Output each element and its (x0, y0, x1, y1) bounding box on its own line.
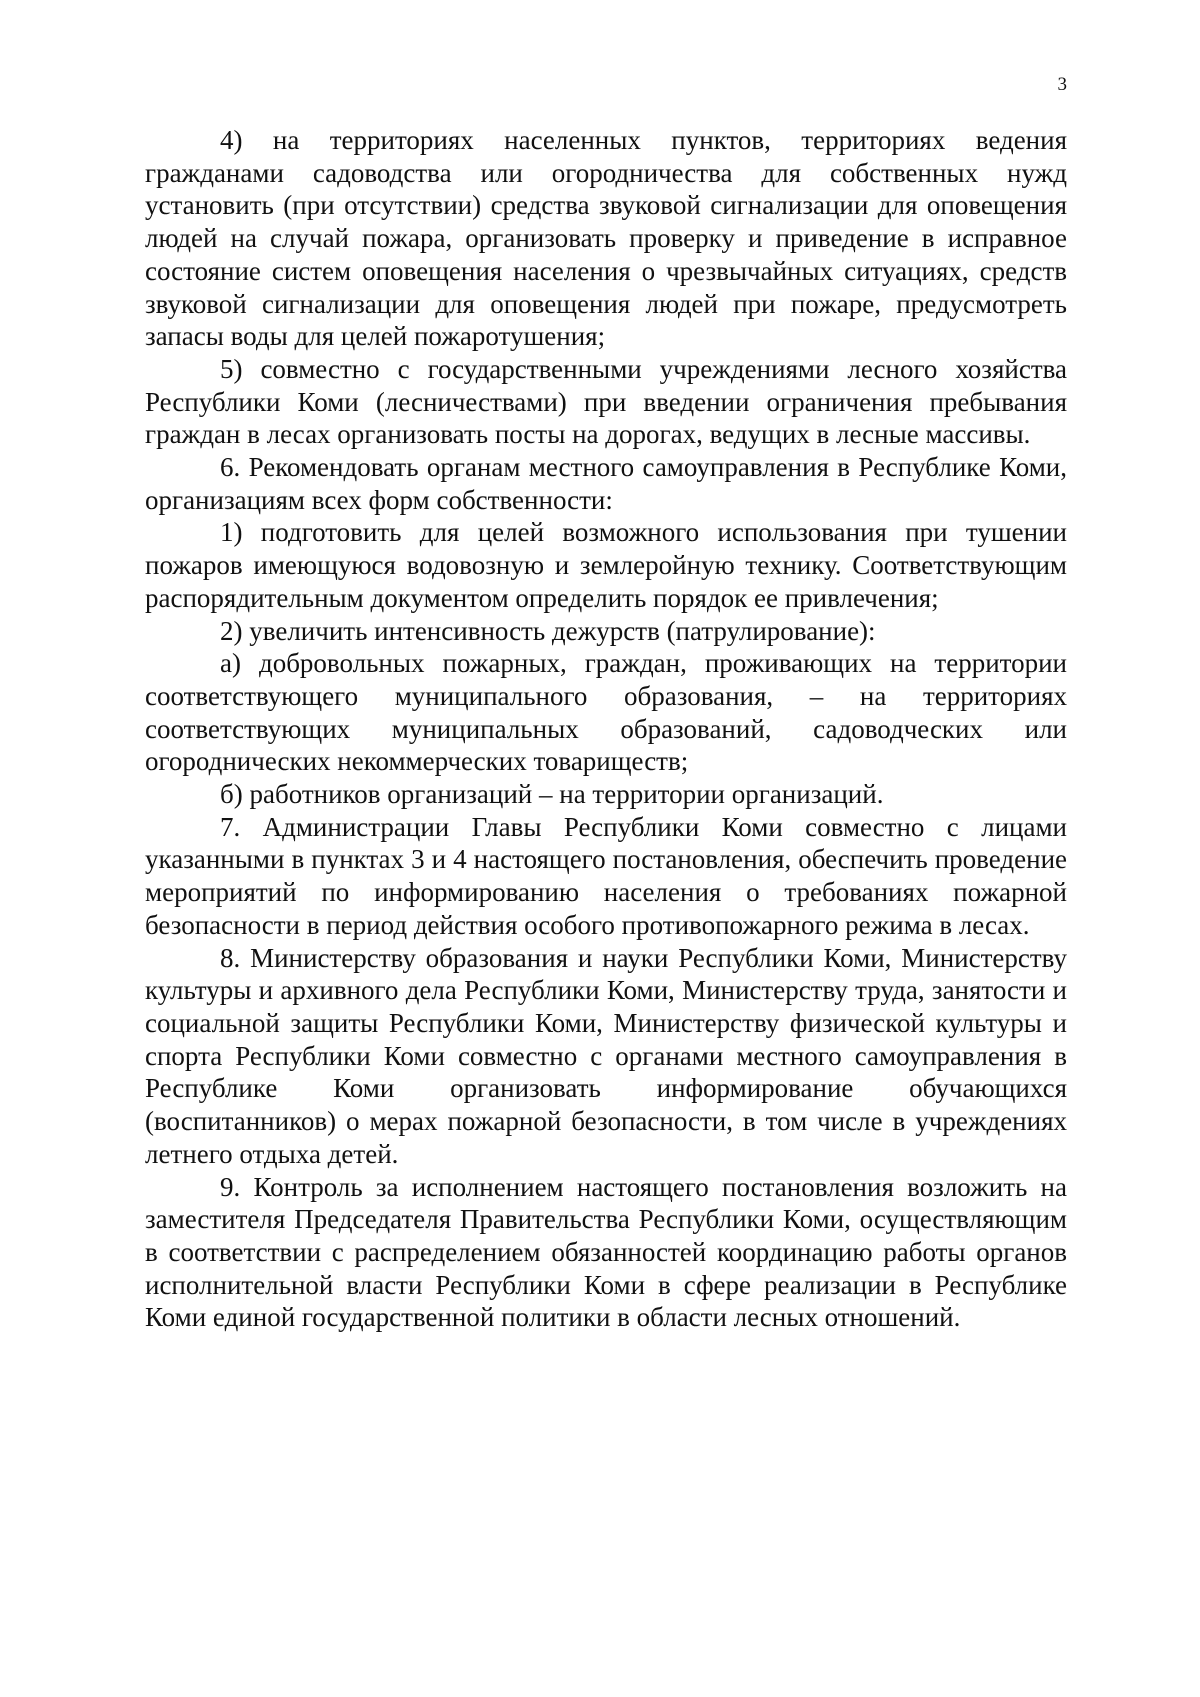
paragraph-point-6-recommendation: 6. Рекомендовать органам местного самоуправления в Республике Коми, организациям всех форм собственности: (145, 452, 1067, 515)
paragraph-subitem-1-equipment: 1) подготовить для целей возможного использования при тушении пожаров имеющуюся водовозную и землеройную технику. Соответствующим распорядительным документом определить порядок ее привлечения; (145, 517, 1067, 613)
paragraph-point-9-control: 9. Контроль за исполнением настоящего постановления возложить на заместителя Председателя Правительства Республики Коми, осуществляющим в соответствии с распределением обязанностей координацию работы органов исполнительной власти Республики Коми в сфере реализации в Республике Коми единой государственной политики в области лесных отношений. (145, 1171, 1067, 1333)
paragraph-subitem-b-employees: б) работников организаций – на территории организаций. (220, 779, 884, 810)
paragraph-point-8-ministries: 8. Министерству образования и науки Республики Коми, Министерству культуры и архивного дела Республики Коми, Министерству труда, занятости и социальной защиты Республики Коми, Министерству физической культуры и спорта Республики Коми совместно с органами местного самоуправления в Республике Коми организовать информирование обучающихся (воспитанников) о мерах пожарной безопасности, в том числе в учреждениях летнего отдыха детей. (145, 942, 1067, 1169)
paragraph-subitem-a-volunteers: а) добровольных пожарных, граждан, проживающих на территории соответствующего муниципального образования, – на территориях соответствующих муниципальных образований, садоводческих или огороднических некоммерческих товариществ; (145, 648, 1067, 777)
paragraph-point-7-administration: 7. Администрации Главы Республики Коми совместно с лицами указанными в пунктах 3 и 4 настоящего постановления, обеспечить проведение мероприятий по информированию населения о требованиях пожарной безопасности в период действия особого противопожарного режима в лесах. (145, 811, 1067, 940)
document-body (145, 124, 1067, 1334)
paragraph-item-5-forest-posts: 5) совместно с государственными учреждениями лесного хозяйства Республики Коми (лесничествами) при введении ограничения пребывания граждан в лесах организовать посты на дорогах, ведущих в лесные массивы. (145, 353, 1067, 450)
paragraph-subitem-2-patrols: 2) увеличить интенсивность дежурств (патрулирование): (220, 615, 876, 646)
paragraph-item-4-fire-alarm: 4) на территориях населенных пунктов, территориях ведения гражданами садоводства или огородничества для собственных нужд установить (при отсутствии) средства звуковой сигнализации для оповещения людей на случай пожара, организовать проверку и приведение в исправное состояние систем оповещения населения о чрезвычайных ситуациях, средств звуковой сигнализации для оповещения людей при пожаре, предусмотреть запасы воды для целей пожаротушения; (145, 125, 1067, 352)
page-number: 3 (1057, 74, 1067, 95)
